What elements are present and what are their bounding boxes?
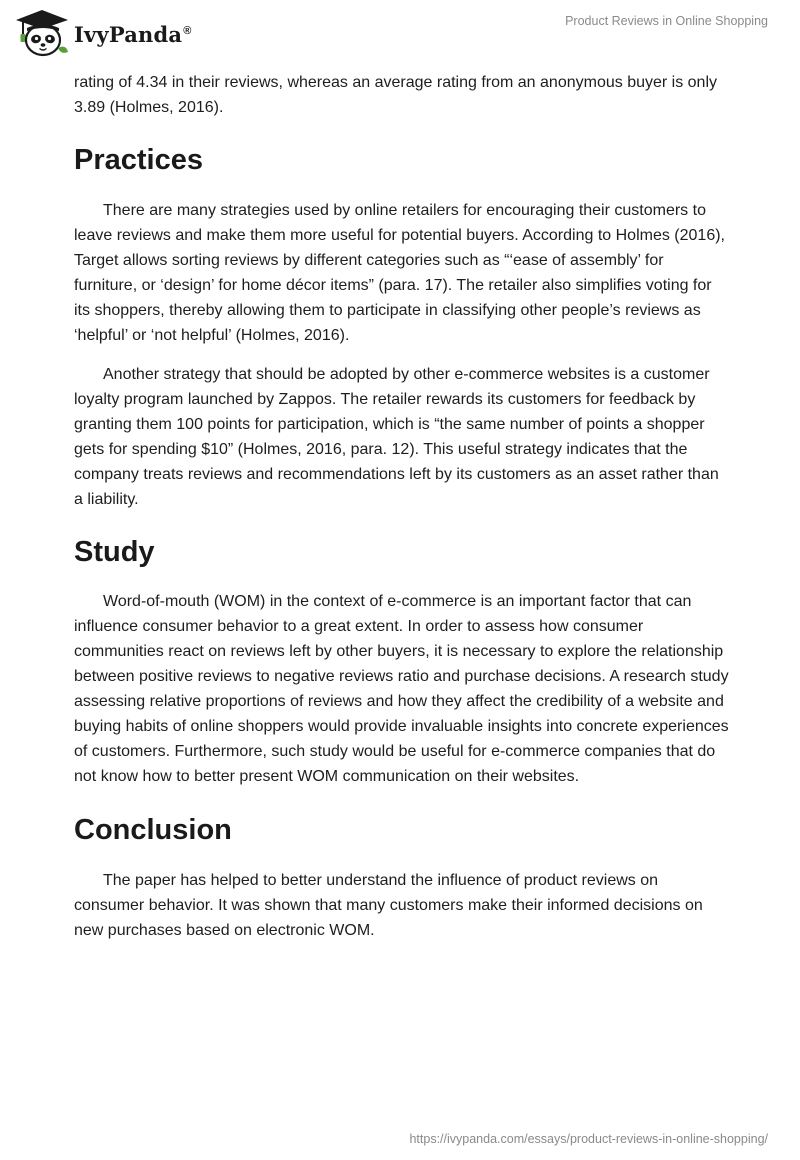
- panda-graduate-icon: [14, 8, 70, 58]
- practices-paragraph-1: There are many strategies used by online retailers for encouraging their customers to leave reviews and make them more useful for potential buyers. According to Holmes (2016), Target allows sorting reviews by different categories such as “‘ease of assembly’ for furniture, or ‘design’ for home décor items” (para. 17). The retailer also simplifies voting for its shoppers, thereby allowing them to participate in classifying other people’s reviews as ‘helpful’ or ‘not helpful’ (Holmes, 2016).: [74, 202, 725, 344]
- study-paragraph-1: Word-of-mouth (WOM) in the context of e-commerce is an important factor that can influence consumer behavior to a great extent. In order to assess how consumer communities react on reviews left by other buyers, it is necessary to explore the relationship between positive reviews to negative reviews ratio and purchase decisions. A research study assessing relative proportions of reviews and how they affect the credibility of a website and buying habits of online shoppers would provide invaluable insights into concrete experiences of customers. Furthermore, such study would be useful for e-commerce companies that do not know how to better present WOM communication on their websites.: [74, 593, 729, 785]
- practices-paragraph-2: Another strategy that should be adopted by other e-commerce websites is a customer loyalty program launched by Zappos. The retailer rewards its customers for feedback by granting them 100 points for participation, which is “the same number of points a shopper gets for spending $10” (Holmes, 2016, para. 12). This useful strategy indicates that the company treats reviews and recommendations left by its customers as an asset rather than a liability.: [74, 366, 719, 508]
- conclusion-paragraph-1: The paper has helped to better understand the influence of product reviews on consumer behavior. It was shown that many customers make their informed decisions on new purchases based on electronic WOM.: [74, 872, 703, 939]
- intro-paragraph: rating of 4.34 in their reviews, whereas an average rating from an anonymous buyer is only 3.89 (Holmes, 2016).: [74, 74, 718, 116]
- section-heading-study: Study: [74, 536, 155, 568]
- brand-name: [74, 22, 192, 47]
- document-title: Product Reviews in Online Shopping: [565, 14, 768, 28]
- essay-content: [74, 70, 730, 943]
- brand-name-text: IvyPanda: [74, 21, 183, 47]
- section-heading-practices: Practices: [74, 144, 203, 176]
- page-header: [0, 0, 800, 64]
- source-url-link[interactable]: https://ivypanda.com/essays/product-reviews-in-online-shopping/: [409, 1132, 768, 1146]
- section-heading-conclusion: Conclusion: [74, 814, 232, 846]
- registered-mark: ®: [183, 24, 192, 37]
- ivypanda-logo[interactable]: [14, 8, 192, 58]
